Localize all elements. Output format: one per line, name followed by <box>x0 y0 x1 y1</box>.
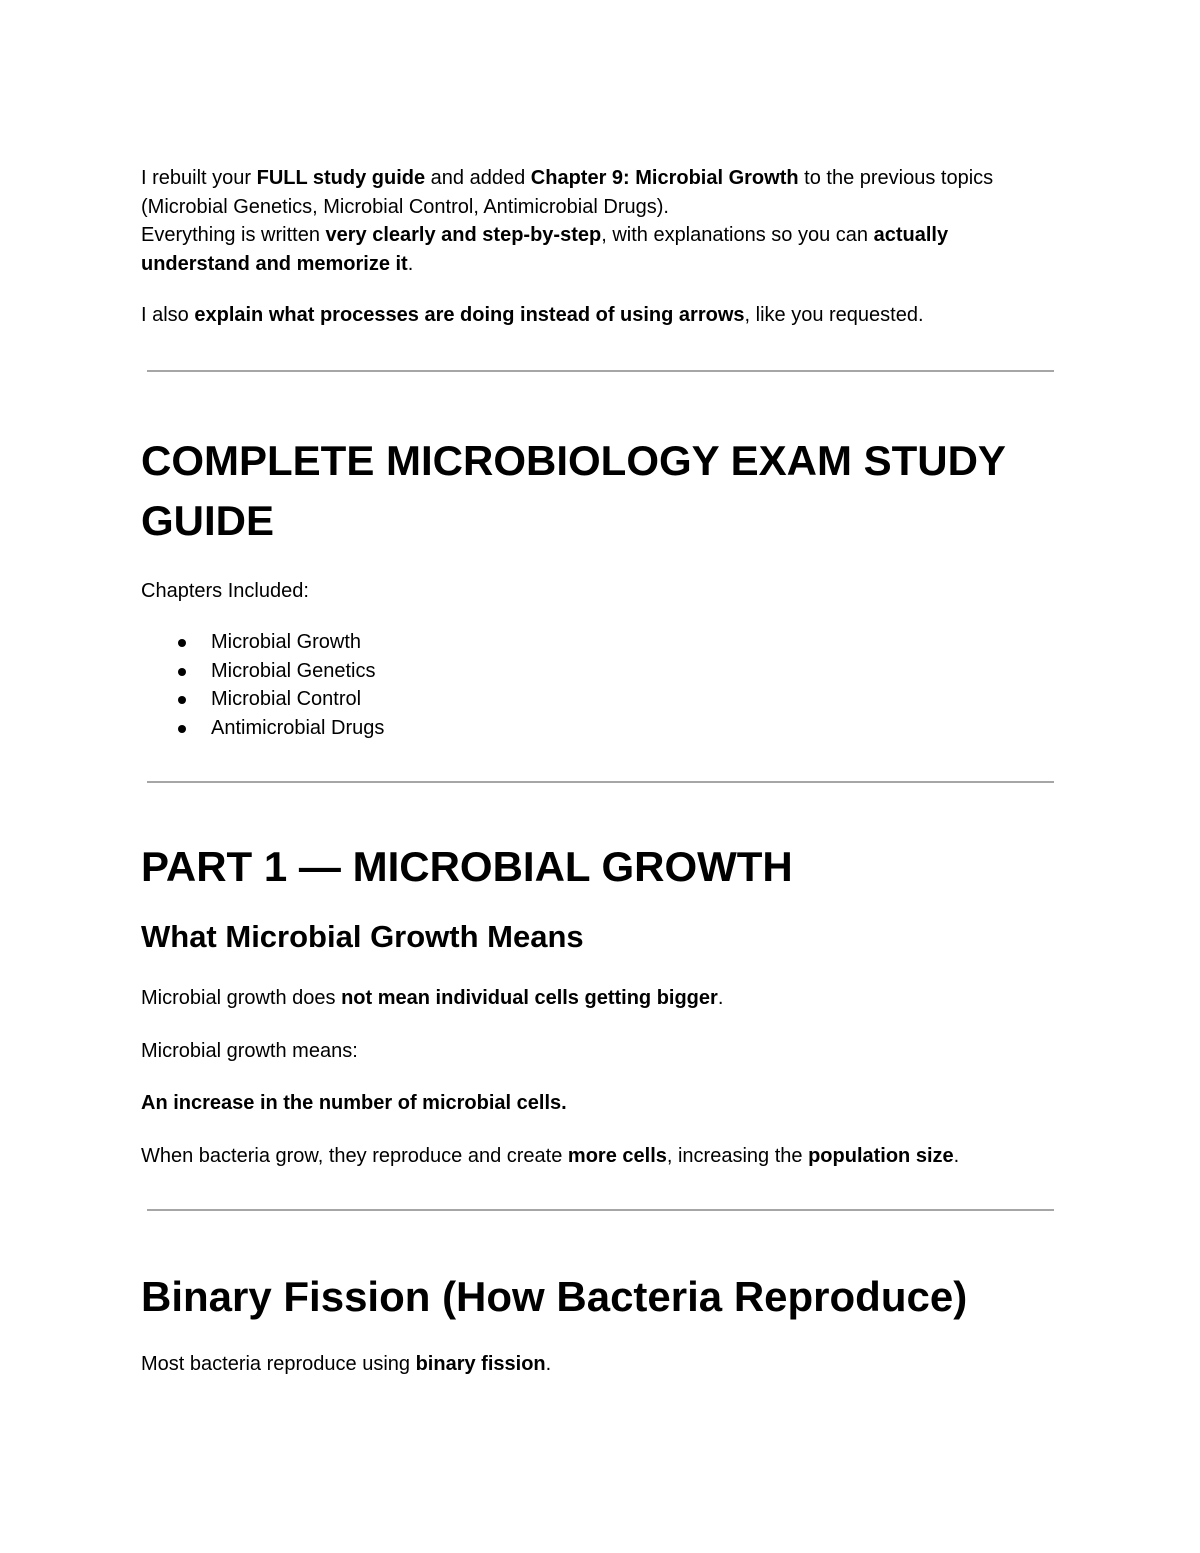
paragraph-bold: population size <box>808 1144 954 1167</box>
part1-subheading: What Microbial Growth Means <box>141 919 584 954</box>
intro-bold-explain: explain what processes are doing instead of using arrows <box>194 304 745 326</box>
document-content <box>141 164 1056 1379</box>
intro-text: I rebuilt your <box>141 167 257 189</box>
intro-text: , like you requested. <box>744 304 924 326</box>
list-item <box>141 657 1056 686</box>
list-item <box>141 714 1056 743</box>
paragraph-text: . <box>545 1353 552 1375</box>
binary-fission-heading: Binary Fission (How Bacteria Reproduce) <box>141 1273 968 1320</box>
horizontal-divider <box>147 1209 1054 1211</box>
paragraph-text: Most bacteria reproduce using <box>141 1353 416 1375</box>
intro-text: . <box>407 252 414 275</box>
intro-bold-chapter-9: Chapter 9: Microbial Growth <box>530 167 799 189</box>
part1-heading: PART 1 — MICROBIAL GROWTH <box>141 843 793 890</box>
bullet-icon <box>178 668 186 676</box>
paragraph-text: , increasing the <box>666 1144 809 1167</box>
paragraph-bold: binary fission <box>415 1353 546 1375</box>
intro-text: to the previous topics (Microbial Genetics, Microbial Control, Antimicrobial Drugs). <box>141 167 994 218</box>
intro-paragraph <box>141 164 1056 278</box>
intro-paragraph-2 <box>141 301 1056 330</box>
list-item-label: Microbial Growth <box>211 631 362 653</box>
growth-paragraph-4 <box>141 1142 1056 1171</box>
list-item-label: Microbial Control <box>211 688 362 710</box>
growth-definition <box>141 1089 1056 1118</box>
growth-paragraph-2: Microbial growth means: <box>141 1039 358 1062</box>
document-title: COMPLETE MICROBIOLOGY EXAM STUDY GUIDE <box>141 436 1006 544</box>
chapters-list <box>141 628 1056 742</box>
intro-bold-understand: actually understand and memorize it <box>141 224 949 275</box>
intro-text: I also <box>141 304 195 326</box>
intro-text: and added <box>425 167 531 189</box>
paragraph-text: . <box>717 987 724 1009</box>
intro-bold-step-by-step: very clearly and step-by-step <box>325 224 602 246</box>
paragraph-text: When bacteria grow, they reproduce and create <box>141 1144 568 1167</box>
list-item-label: Microbial Genetics <box>211 659 376 682</box>
paragraph-bold: more cells <box>567 1144 667 1167</box>
growth-paragraph-1 <box>141 984 1056 1013</box>
horizontal-divider <box>147 781 1054 783</box>
definition-bold: An increase in the number of microbial cells. <box>141 1092 567 1114</box>
intro-text: , with explanations so you can <box>601 224 874 246</box>
bullet-icon <box>178 639 186 647</box>
bullet-icon <box>178 725 186 733</box>
bullet-icon <box>178 696 186 704</box>
intro-text: Everything is written <box>141 224 326 246</box>
chapters-label: Chapters Included: <box>141 579 309 602</box>
horizontal-divider <box>147 370 1054 372</box>
list-item-label: Antimicrobial Drugs <box>211 716 385 739</box>
list-item <box>141 685 1056 714</box>
binary-fission-paragraph <box>141 1350 1056 1379</box>
intro-bold-full-study-guide: FULL study guide <box>256 167 426 189</box>
list-item <box>141 628 1056 657</box>
paragraph-text: . <box>953 1144 960 1167</box>
paragraph-text: Microbial growth does <box>141 987 342 1009</box>
paragraph-bold: not mean individual cells getting bigger <box>341 987 718 1009</box>
